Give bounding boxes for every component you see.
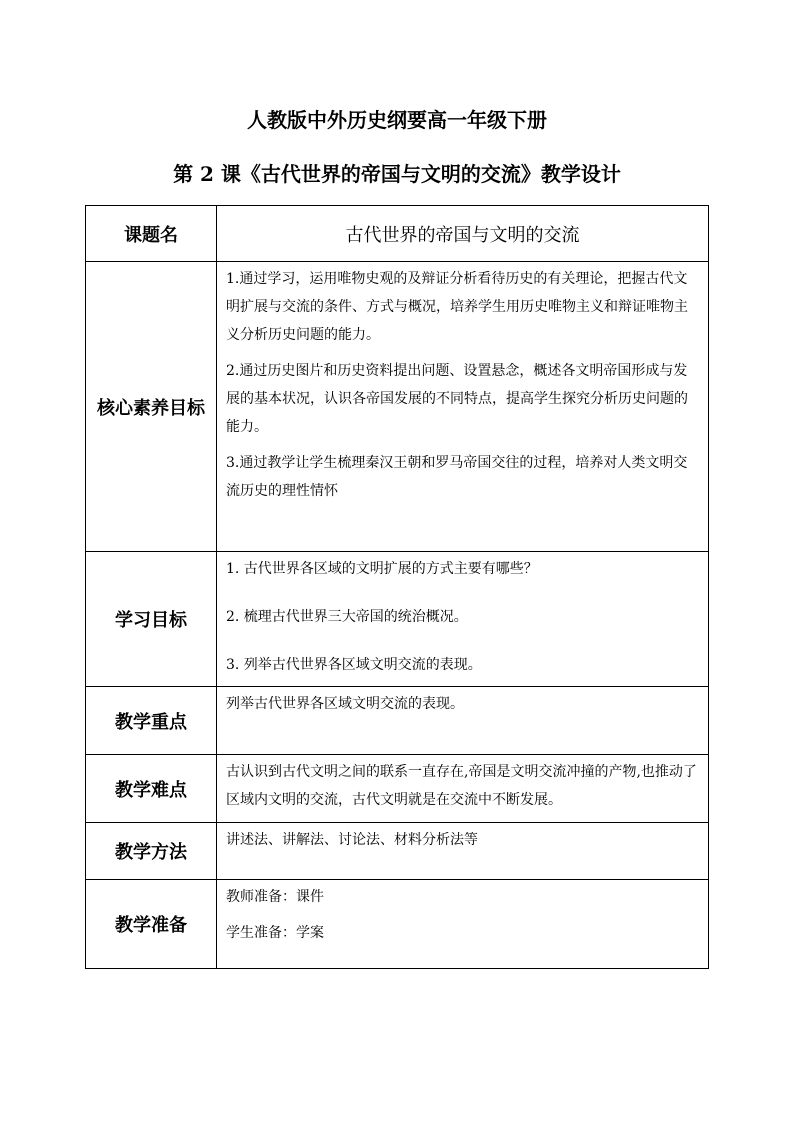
row-label-core-literacy: 核心素养目标 bbox=[86, 262, 217, 552]
core-item: 3.通过教学让学生梳理秦汉王朝和罗马帝国交往的过程，培养对人类文明交流历史的理性情怀 bbox=[226, 455, 688, 499]
row-label-difficulty: 教学难点 bbox=[86, 755, 217, 823]
goal-item: 1. 古代世界各区域的文明扩展的方式主要有哪些？ bbox=[226, 561, 538, 577]
document-subtitle: 第 2 课《古代世界的帝国与文明的交流》教学设计 bbox=[173, 162, 621, 186]
row-label-learning-goals: 学习目标 bbox=[86, 552, 217, 687]
core-item: 1.通过学习，运用唯物史观的及辩证分析看待历史的有关理论，把握古代文明扩展与交流的条件、方式与概况，培养学生用历史唯物主义和辩证唯物主义分析历史问题的能力。 bbox=[226, 271, 688, 343]
table-row bbox=[86, 262, 709, 552]
method-text: 讲述法、讲解法、讨论法、材料分析法等 bbox=[226, 832, 478, 848]
row-label-preparation: 教学准备 bbox=[86, 880, 217, 969]
learning-goals-content bbox=[217, 552, 709, 687]
row-label-method: 教学方法 bbox=[86, 823, 217, 880]
preparation-content bbox=[217, 880, 709, 969]
table-row bbox=[86, 823, 709, 880]
row-label-focus: 教学重点 bbox=[86, 687, 217, 755]
table-row bbox=[86, 206, 709, 262]
table-row bbox=[86, 552, 709, 687]
prep-item: 教师准备：课件 bbox=[226, 889, 324, 905]
topic-value: 古代世界的帝国与文明的交流 bbox=[217, 206, 709, 262]
table-row bbox=[86, 755, 709, 823]
focus-content bbox=[217, 687, 709, 755]
difficulty-content bbox=[217, 755, 709, 823]
goal-item: 2. 梳理古代世界三大帝国的统治概况。 bbox=[226, 609, 468, 625]
lesson-plan-table bbox=[85, 205, 709, 969]
core-item: 2.通过历史图片和历史资料提出问题、设置悬念，概述各文明帝国形成与发展的基本状况，认识各帝国发展的不同特点，提高学生探究分析历史问题的能力。 bbox=[226, 363, 688, 435]
method-content bbox=[217, 823, 709, 880]
core-literacy-content bbox=[217, 262, 709, 552]
prep-item: 学生准备：学案 bbox=[226, 925, 324, 941]
focus-text: 列举古代世界各区域文明交流的表现。 bbox=[226, 696, 464, 712]
table-row bbox=[86, 687, 709, 755]
table-row bbox=[86, 880, 709, 969]
goal-item: 3. 列举古代世界各区域文明交流的表现。 bbox=[226, 657, 482, 673]
document-title: 人教版中外历史纲要高一年级下册 bbox=[247, 108, 547, 132]
difficulty-text: 古认识到古代文明之间的联系一直存在,帝国是文明交流冲撞的产物,也推动了区域内文明的交流，古代文明就是在交流中不断发展。 bbox=[226, 764, 697, 808]
row-label-topic: 课题名 bbox=[86, 206, 217, 262]
